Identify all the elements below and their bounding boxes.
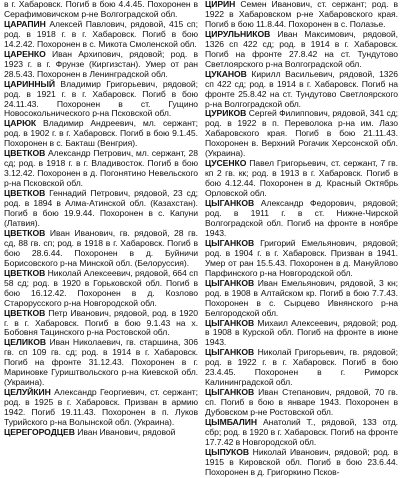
list-item (205, 199, 398, 239)
entry-surname: ЦЫМБАЛИН (205, 417, 258, 428)
entry-surname: ЦЫГАНКОВ (205, 198, 255, 209)
entry-text: Владимир Григорьевич, рядовой; род. в 1921 г. в г. Хабаровск. Погиб в бою 24.11.43. Похоронен в ст. Гущино Новосокольнического р-на Псковской обл. (4, 78, 198, 119)
entry-list (4, 20, 198, 438)
entry-text: Иван Николаевич, гв. старшина, 306 гв. сп 109 гв. сд; род. в 1914 в г. Хабаровск. Погиб на фронте 31.12.43. Похоронен в г. Мариновке Гуриштвольского р-на Киевской обл. (Украина). (4, 337, 198, 388)
entry-list (205, 30, 398, 478)
list-item (4, 309, 198, 339)
entry-text: Владимир Андреевич, мл. сержант; род. в 1902 г. в г. Хабаровск. Погиб в бою 9.1.45. Похоронен в с. Бакташ (Венгрия). (4, 118, 198, 149)
list-item (4, 50, 198, 80)
entry-surname: ЦЫГАНКОВ (205, 347, 255, 358)
entry-text: Геннадий Петрович, рядовой, 23 сд; род. в 1894 в Алма-Атинской обл. (Казахстан). Погиб в бою 19.9.44. Похоронен в с. Капуни (Латвия). (4, 188, 198, 228)
entry-surname: ЦИРУЛЬНИКОВ (205, 28, 271, 39)
entry-surname: ЦВЕТКОВ (4, 227, 46, 238)
entry-surname: ЦВЕТКОВ (4, 307, 46, 318)
entry-text: Иван Максимович, рядовой, 1326 сп 422 сд; род. в 1914 в г. Хабаровск. Погиб на фронте 27.8.42 на ст. Тундутово Светлоярского р-на Волгоградской обл. (205, 28, 398, 69)
list-item (205, 30, 398, 70)
list-item (4, 149, 198, 189)
entry-surname: ЦУКАНОВ (205, 68, 247, 79)
list-item (4, 80, 198, 120)
entry-text: Михаил Алексеевич, рядовой; род. в 1908 в Курской обл. Погиб на фронте в июне 1943. (205, 317, 398, 348)
list-item (4, 229, 198, 269)
entry-surname: ЦИРИН (205, 0, 236, 9)
entry-text: Сергей Филиппович, рядовой, 341 сд; род. в 1922 в п. Переволока р-на им. Лазо Хабаровского края. Погиб в бою 21.11.43. Похоронен в. Верхний Рогачик Херсонской обл. (Украина). (205, 108, 398, 159)
entry-surname: ЦЫГАНКОВ (205, 317, 255, 328)
entry-text: Кирилл Васильевич, рядовой, 1326 сп 422 сд; род. в 1914 в г. Хабаровск. Погиб на фронте 25.8.42 на ст. Тундутово Светлоярского р-на Волгоградской обл. (205, 68, 398, 109)
entry-text: Павел Григорьевич, ст. сержант, 7 гв. кп 2 гв. кк; род. в 1913 в г. Хабаровск. Погиб в бою 4.12.44. Похоронен в д. Красный Октябрь Орловской обл. (205, 158, 398, 199)
entry-surname: ЦАРАПИН (4, 18, 46, 29)
entry-surname: ЦАРЮК (4, 118, 37, 129)
list-item (4, 338, 198, 388)
entry-surname: ЦЫГАНКОВ (205, 237, 255, 248)
entry-surname: ЦАРЕНКО (4, 48, 46, 59)
entry-text: Петр Иванович, рядовой, род. в 1920 г. в г. Хабаровск. Погиб в бою 9.1.43 на х. Бобовня Тацинского р-на Ростовской обл. (4, 307, 198, 338)
entry-surname: ЦУСЕНКО (205, 158, 247, 169)
list-item (205, 448, 398, 478)
entry-surname: ЦЕЛУЙКИН (4, 387, 51, 398)
entry-text: Николай Алексеевич, рядовой, 664 сп 58 сд; род. в 1920 в Горьковской обл. Погиб в бою 16.12.42. Похоронен в д. Козлово Старорусского р-на Новгородской обл. (4, 267, 198, 308)
entry-text: Иван Степанович, рядовой, 70 гв. сп. Погиб в бою в январе 1943. Похоронен в Дубовском р-не Ростовской обл. (205, 387, 398, 418)
column-left (0, 0, 200, 437)
list-item (4, 119, 198, 149)
list-item (205, 70, 398, 110)
entry-surname: ЦЫГАНКОВ (205, 277, 255, 288)
list-item (4, 189, 198, 229)
entry-surname: ЦЕЛИКОВ (4, 337, 47, 348)
entry-text: Семен Иванович, ст. сержант; род. в 1922 в Хабаровском р-не Хабаровского края. Погиб в бою 11.8.44. Похоронен в с. Полазье. (205, 0, 398, 29)
entry-surname: ЦАРИННЫЙ (4, 78, 55, 89)
entry-surname: ЦЫГАНКОВ (205, 387, 255, 398)
entry-surname: ЦВЕТКОВ (4, 188, 46, 199)
entry-text: Григорий Емельянович, рядовой; род. в 1904 г. в г. Хабаровск. Призван в 1941. Умер от ран 15.5.43. Похоронен в д. Мануйлово Парфинского р-на Новгородской обл. (205, 237, 398, 278)
entry-text: Николай Григорьевич, гв. рядовой; род. в 1922 г. в г. Хабаровск. Погиб в бою 23.4.45. Похоронен в г. Риморск Калининградской обл. (205, 347, 398, 388)
list-item (4, 428, 198, 438)
entry-surname: ЦУРИКОВ (205, 108, 247, 119)
continued-entry-fragment (205, 0, 398, 30)
continued-entry-fragment: в г. Хабаровск. Погиб в бою 4.4.45. Похоронен в Серафимовичском р-не Волгоградской обл. (4, 0, 198, 19)
list-item (205, 388, 398, 418)
list-item (205, 159, 398, 199)
entry-text: Николай Иванович, рядовой; род. в 1915 в Кировской обл. Погиб в бою 23.6.44. Похоронен в д. Григоркино Псков- (205, 446, 398, 477)
entry-surname: ЦЕРЕГОРОДЦЕВ (4, 426, 75, 437)
list-item (205, 418, 398, 448)
entry-text: Иван Иванович, рядовой (74, 426, 176, 437)
entry-text: Александр Петрович, мл. сержант, 28 сд; род. в 1918 г. в г. Владивосток. Погиб в бою 3.12.42. Похоронен в д. Погонятино Невельского р-на Псковской обл. (4, 148, 198, 189)
list-item (205, 319, 398, 349)
entry-text: Иван Архипович, рядовой; род. в 1923 г. в г. Фрунзе (Киргизстан). Умер от ран 28.5.43. Похоронен в Ленинградской обл. (4, 48, 198, 79)
entry-text: Алексей Павлович, рядовой, 415 сп; род. в 1918 г. в г. Хабаровск. Погиб в бою 14.2.42. Похоронен в с. Микота Смоленской обл. (4, 18, 198, 49)
entry-surname: ЦЫПУКОВ (205, 446, 249, 457)
entry-text: Александр Федорович, рядовой; род. в 1911 г. в ст. Нижне-Чирской Волгоградской обл. Погиб на фронте в ноябре 1943. (205, 198, 398, 238)
entry-text: Иван Иванович, гв. рядовой, 28 гв. сд, 88 гв. сп; род. в 1918 в г. Хабаровск. Погиб в бою 28.6.44. Похоронен в д. Буйничи Борисовского р-на Минской обл. (Белоруссия). (4, 227, 198, 268)
list-item (205, 239, 398, 279)
column-right (200, 0, 400, 477)
entry-text: Александр Георгиевич, ст. сержант; род. в 1925 в г. Хабаровск. Призван в армию 1942. Погиб 19.11.43. Похоронен в п. Луков Турийского р-на Волынской обл. (Украина). (4, 387, 198, 428)
entry-text: Анатолий Т., рядовой, 133 отд. сбр; род. в 1920 в г. Хабаровск. Погиб на фронте 17.7.42 в Новгородской обл. (205, 417, 398, 447)
entry-surname: ЦВЕТКОВ (4, 148, 46, 159)
list-item (205, 279, 398, 319)
list-item (205, 348, 398, 388)
list-item (4, 388, 198, 428)
list-item (4, 269, 198, 309)
entry-surname: ЦВЕТКОВ (4, 267, 46, 278)
list-item (4, 20, 198, 50)
list-item (205, 109, 398, 159)
entry-text: Иван Емельянович, рядовой, 3 кн; род. в 1908 в Алтайском кр. Погиб в бою 7.7.43. Похоронен в с. Сырцево Ивнянского р-на Белгородской обл. (205, 277, 398, 318)
